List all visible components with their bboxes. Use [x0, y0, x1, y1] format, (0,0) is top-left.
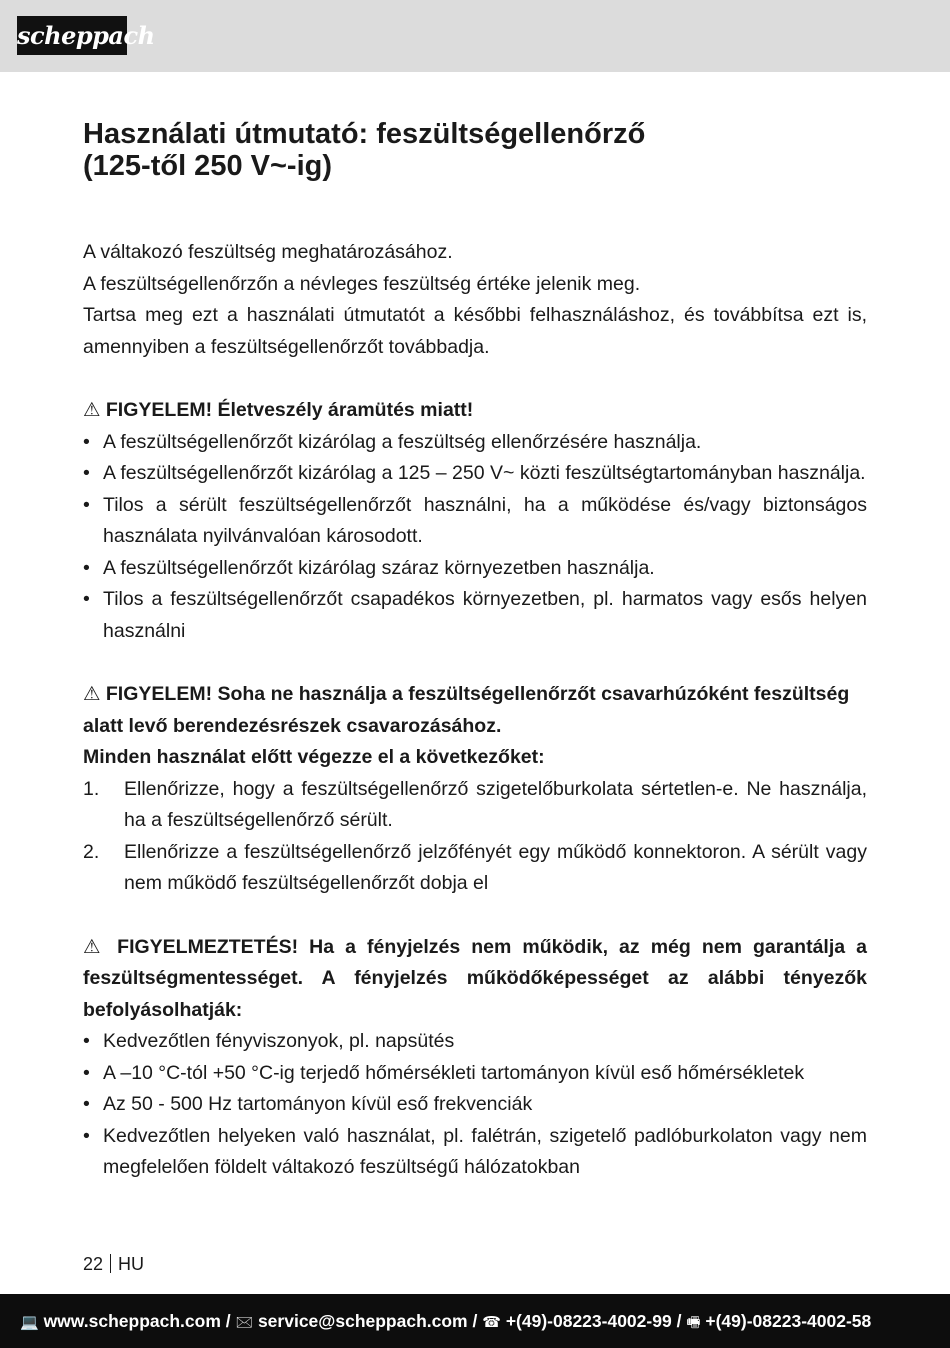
fax-icon: 🖷: [686, 1313, 701, 1331]
list-item: • Tilos a sérült feszültségellenőrzőt használni, ha a működése és/vagy biztonságos használata nyilvánvalóan károsodott.: [83, 490, 867, 553]
website-link[interactable]: www.scheppach.com: [43, 1311, 221, 1331]
bullet-icon: •: [83, 1124, 90, 1147]
title-line-2: (125-től 250 V~-ig): [83, 150, 332, 182]
list-item: • Kedvezőtlen helyeken való használat, pl. falétrán, szigetelő padlóburkolaton vagy nem megfelelően földelt váltakozó feszültségű hálózatokban: [83, 1121, 867, 1184]
bullet-icon: •: [83, 1093, 90, 1115]
bullet-icon: •: [83, 556, 90, 579]
fax-number: +(49)-08223-4002-58: [705, 1311, 872, 1331]
language-code: HU: [118, 1254, 145, 1274]
separator: /: [225, 1311, 231, 1331]
list-item: • A feszültségellenőrzőt kizárólag a 125 – 250 V~ közti feszültségtartományban használja.: [83, 458, 867, 490]
warning-heading: ⚠ FIGYELEM! Soha ne használja a feszültségellenőrzőt csavarhúzóként feszültség alatt levő berendezésrészek csavarozásához.: [83, 683, 850, 737]
separator: /: [472, 1311, 478, 1331]
page-number-value: 22: [83, 1254, 104, 1274]
warning-section-electric-shock: [83, 395, 867, 647]
bullet-icon: •: [83, 462, 90, 484]
bullet-icon: •: [83, 1030, 90, 1052]
document-body: [83, 118, 867, 1184]
warning-section-light-signal: [83, 932, 867, 1184]
list-item: • Tilos a feszültségellenőrzőt csapadékos környezetben, pl. harmatos vagy esős helyen használni: [83, 584, 867, 647]
phone-icon: ☎: [482, 1313, 501, 1331]
list-item: • A feszültségellenőrzőt kizárólag a feszültség ellenőrzésére használja.: [83, 427, 867, 459]
step-number: 1.: [83, 777, 100, 800]
numbered-list: [83, 774, 867, 900]
list-item: • A feszültségellenőrzőt kizárólag száraz környezetben használja.: [83, 553, 867, 585]
step-number: 2.: [83, 840, 100, 863]
separator: /: [676, 1311, 682, 1331]
title-line-1: Használati útmutató: feszültségellenőrző: [83, 118, 646, 150]
intro-paragraph: [83, 237, 867, 363]
warning-subheading: Minden használat előtt végezze el a következőket:: [83, 746, 545, 768]
email-link[interactable]: service@scheppach.com: [257, 1311, 468, 1331]
phone-number[interactable]: +(49)-08223-4002-99: [505, 1311, 672, 1331]
header-bar: [0, 0, 950, 72]
bullet-list: [83, 427, 867, 648]
computer-icon: 💻: [20, 1313, 39, 1331]
warning-section-screwdriver: [83, 679, 867, 900]
bullet-icon: •: [83, 1061, 90, 1084]
bullet-list: [83, 1026, 867, 1184]
list-item: 1. Ellenőrizze, hogy a feszültségellenőrző szigetelőburkolata sértetlen-e. Ne használja, ha a feszültségellenőrző sérült.: [83, 774, 867, 837]
mail-icon: 🖂: [235, 1313, 254, 1331]
intro-line: A váltakozó feszültség meghatározásához.: [83, 241, 453, 263]
bullet-icon: •: [83, 493, 90, 516]
bullet-icon: •: [83, 430, 90, 453]
warning-heading: ⚠ FIGYELEM! Életveszély áramütés miatt!: [83, 399, 474, 421]
intro-line: Tartsa meg ezt a használati útmutatót a későbbi felhasználáshoz, és továbbítsa ezt is, amennyiben a feszültségellenőrzőt továbbadja.: [83, 304, 867, 358]
page-title: [83, 118, 867, 182]
warning-heading: ⚠ FIGYELMEZTETÉS! Ha a fényjelzés nem működik, az még nem garantálja a feszültségmentességet. A fényjelzés működőképességet az alábbi tényezők befolyásolhatják:: [83, 935, 867, 1021]
scheppach-logo: scheppach: [17, 16, 127, 55]
intro-line: A feszültségellenőrzőn a névleges feszültség értéke jelenik meg.: [83, 272, 641, 295]
page-number: [83, 1251, 144, 1277]
list-item: 2. Ellenőrizze a feszültségellenőrző jelzőfényét egy működő konnektoron. A sérült vagy nem működő feszültségellenőrzőt dobja el: [83, 837, 867, 900]
page-divider: [110, 1254, 111, 1273]
list-item: • Az 50 - 500 Hz tartományon kívül eső frekvenciák: [83, 1089, 867, 1121]
contact-bar: [0, 1294, 950, 1348]
list-item: • A –10 °C-tól +50 °C-ig terjedő hőmérsékleti tartományon kívül eső hőmérsékletek: [83, 1058, 867, 1090]
bullet-icon: •: [83, 588, 90, 610]
list-item: • Kedvezőtlen fényviszonyok, pl. napsütés: [83, 1026, 867, 1058]
